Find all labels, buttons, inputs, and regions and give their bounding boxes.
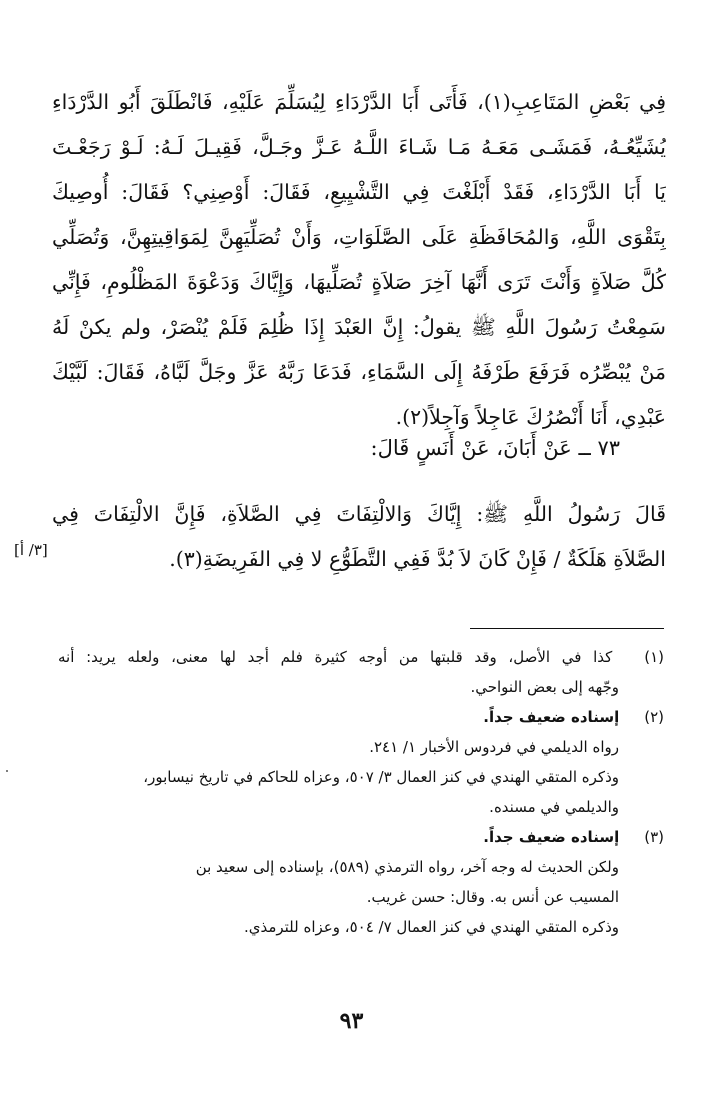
footnote-2-line: رواه الديلمي في فردوس الأخبار ١/ ٢٤١. — [369, 738, 619, 756]
footnote-3-heading: إسناده ضعيف جداً. — [483, 828, 620, 846]
footnote-2-line: وذكره المتقي الهندي في كنز العمال ٣/ ٥٠٧، وعزاه للحاكم في تاريخ نيسابور، — [143, 768, 619, 786]
footnote-1-line — [58, 642, 664, 672]
text-line: كُلَّ صَلاَةٍ وَأَنْتَ تَرَى أَنَّهَا آخِرَ صَلاَةٍ تُصَلِّيهَا، وَإِيَّاكَ وَدَعْوَةَ المَظْلُومِ، فَإِنِّي — [52, 270, 666, 294]
footnote-1-number: (١) — [644, 648, 664, 666]
footnote-1-line: وجّهه إلى بعض النواحي. — [470, 678, 619, 696]
footnote-3-number: (٣) — [644, 828, 664, 846]
manuscript-folio-reference: [٣/ أ] — [14, 541, 48, 559]
text-line: فِي بَعْضِ المَتَاعِبِ(١)، فَأَتَى أَبَا الدَّرْدَاءِ لِيُسَلِّمَ عَلَيْهِ، فَانْطَلَقَ أَبُو الدَّرْدَاءِ — [52, 90, 666, 114]
main-paragraph-1 — [52, 80, 666, 440]
footnote-2-line: والديلمي في مسنده. — [489, 798, 619, 816]
footnote-3-line: المسيب عن أنس به. وقال: حسن غريب. — [366, 888, 619, 906]
scan-speck — [6, 770, 8, 772]
footnotes-section — [58, 642, 664, 942]
text-line: قَالَ رَسُولُ اللَّهِ ﷺ: إِيَّاكَ وَالالْتِفَاتَ فِي الصَّلاَةِ، فَإِنَّ الالْتِفَاتَ فِي — [52, 502, 666, 526]
text-line: عَبْدِي، أَنَا أَنْصُرُكَ عَاجِلاً وَآجِلاً(٢). — [395, 405, 666, 429]
text-line: يَا أَبَا الدَّرْدَاءِ، فَقَدْ أَبْلَغْتَ فِي التَّشْيِيعِ، فَقَالَ: أَوْصِنِي؟ فَقَالَ: أُوصِيكَ — [52, 180, 666, 204]
text-line: بِتَقْوَى اللَّهِ، وَالمُحَافَظَةِ عَلَى الصَّلَوَاتِ، وَأَنْ تُصَلِّيَهِنَّ لِمَوَاقِيتِهِنَّ، وَتُصَلِّي — [52, 225, 666, 249]
footnote-2-line — [58, 702, 664, 732]
footnote-2-number: (٢) — [644, 708, 664, 726]
hadith-heading — [52, 428, 666, 468]
footnote-divider — [470, 628, 664, 629]
main-paragraph-2 — [52, 492, 666, 582]
page-number: ٩٣ — [339, 1008, 364, 1034]
footnote-3-line: وذكره المتقي الهندي في كنز العمال ٧/ ٥٠٤، وعزاه للترمذي. — [243, 918, 619, 936]
text-line: مَنْ يُبْصِّرُه فَرَفَعَ طَرْفَهُ إِلَى السَّمَاءِ، فَدَعَا رَبَّهُ عَزَّ وجَلَّ لَبَّاهُ، فَقَالَ: لَبَّيْكَ — [52, 360, 666, 384]
text-line: يُشَيِّعُـهُ، فَمَشَـى مَعَـهُ مَـا شَـاءَ اللَّـهُ عَـزَّ وجَـلَّ، فَقِيـلَ لَـهُ: لَـوْ رَجَعْـتَ — [52, 135, 666, 159]
hadith-heading-text: ٧٣ ــ عَنْ أَبَانَ، عَنْ أَنَسٍ قَالَ: — [370, 436, 620, 460]
footnote-3-line — [58, 822, 664, 852]
footnote-2-heading: إسناده ضعيف جداً. — [483, 708, 620, 726]
text-line: الصَّلاَةِ هَلَكَةٌ / فَإِنْ كَانَ لاَ بُدَّ فَفِي التَّطَوُّعِ لا فِي الفَرِيضَةِ(٣). — [169, 547, 666, 571]
footnote-1-text: كذا في الأصل، وقد قلبتها من أوجه كثيرة فلم أجد لها معنى، ولعله يريد: أنه — [58, 648, 613, 666]
footnote-3-line: ولكن الحديث له وجه آخر، رواه الترمذي (٥٨٩)، بإسناده إلى سعيد بن — [195, 858, 619, 876]
text-line: سَمِعْتُ رَسُولَ اللَّهِ ﷺ يقولُ: إِنَّ العَبْدَ إِذَا ظُلِمَ فَلَمْ يُنْصَرْ، ولم يكنْ لَهُ — [52, 315, 666, 339]
